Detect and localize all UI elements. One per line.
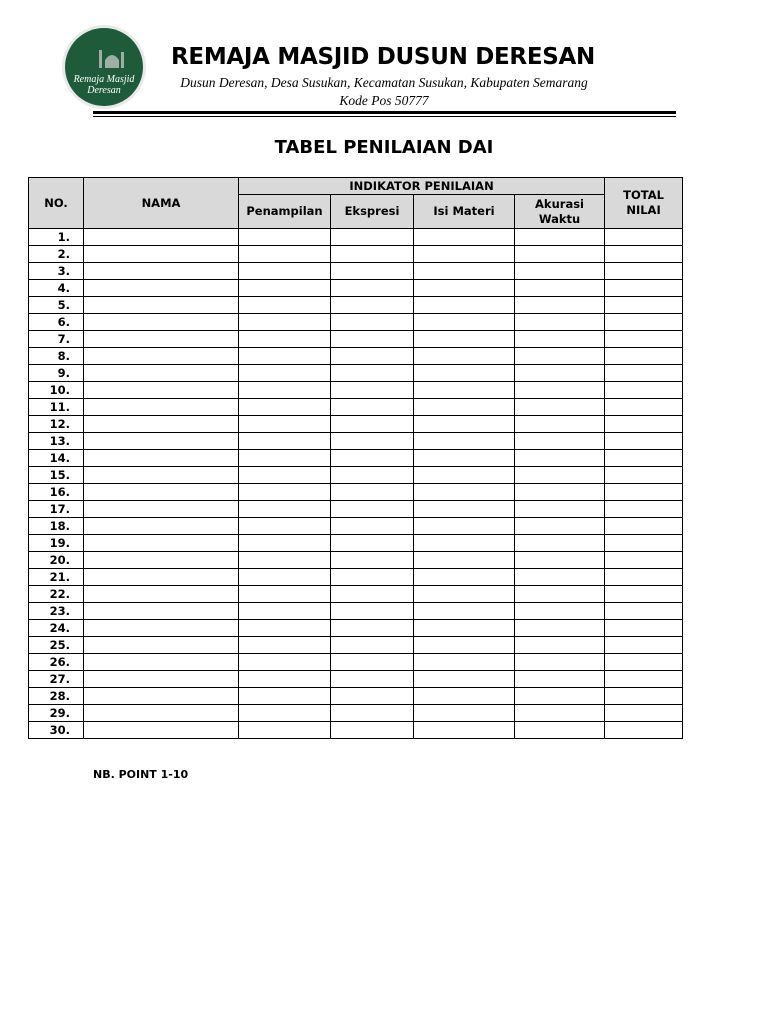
akurasi-waktu-cell[interactable] — [515, 280, 605, 297]
ekspresi-cell[interactable] — [331, 382, 414, 399]
name-cell[interactable] — [84, 518, 239, 535]
penampilan-cell[interactable] — [239, 365, 331, 382]
table-row — [29, 229, 683, 246]
row-number: 30. — [29, 722, 84, 739]
name-cell[interactable] — [84, 416, 239, 433]
penampilan-cell[interactable] — [239, 280, 331, 297]
isi-materi-cell[interactable] — [414, 705, 515, 722]
akurasi-waktu-cell[interactable] — [515, 297, 605, 314]
isi-materi-cell[interactable] — [414, 348, 515, 365]
organization-name: REMAJA MASJID DUSUN DERESAN — [171, 44, 595, 70]
penampilan-cell[interactable] — [239, 688, 331, 705]
akurasi-waktu-cell[interactable] — [515, 688, 605, 705]
akurasi-waktu-cell[interactable] — [515, 246, 605, 263]
ekspresi-cell[interactable] — [331, 637, 414, 654]
name-cell[interactable] — [84, 399, 239, 416]
name-cell[interactable] — [84, 450, 239, 467]
akurasi-waktu-cell[interactable] — [515, 569, 605, 586]
total-nilai-cell[interactable] — [605, 246, 683, 263]
akurasi-waktu-cell[interactable] — [515, 603, 605, 620]
row-number: 28. — [29, 688, 84, 705]
isi-materi-cell[interactable] — [414, 297, 515, 314]
isi-materi-cell[interactable] — [414, 365, 515, 382]
name-cell[interactable] — [84, 552, 239, 569]
column-group-indikator: INDIKATOR PENILAIAN — [239, 178, 605, 195]
row-number: 20. — [29, 552, 84, 569]
row-number: 11. — [29, 399, 84, 416]
table-row — [29, 637, 683, 654]
table-row — [29, 671, 683, 688]
isi-materi-cell[interactable] — [414, 722, 515, 739]
penampilan-cell[interactable] — [239, 246, 331, 263]
total-nilai-cell[interactable] — [605, 705, 683, 722]
column-header-akurasi-waktu — [515, 195, 605, 229]
organization-address: Dusun Deresan, Desa Susukan, Kecamatan Susukan, Kabupaten Semarang — [180, 75, 588, 90]
row-number: 21. — [29, 569, 84, 586]
name-cell[interactable] — [84, 314, 239, 331]
total-nilai-cell[interactable] — [605, 688, 683, 705]
penampilan-cell[interactable] — [239, 416, 331, 433]
penampilan-cell[interactable] — [239, 569, 331, 586]
row-number: 19. — [29, 535, 84, 552]
isi-materi-cell[interactable] — [414, 467, 515, 484]
akurasi-waktu-cell[interactable] — [515, 535, 605, 552]
table-row — [29, 280, 683, 297]
total-nilai-cell[interactable] — [605, 416, 683, 433]
table-row — [29, 620, 683, 637]
isi-materi-cell[interactable] — [414, 620, 515, 637]
column-header-nama: NAMA — [84, 178, 239, 229]
row-number: 23. — [29, 603, 84, 620]
ekspresi-cell[interactable] — [331, 467, 414, 484]
penampilan-cell[interactable] — [239, 348, 331, 365]
akurasi-waktu-cell[interactable] — [515, 501, 605, 518]
penampilan-cell[interactable] — [239, 586, 331, 603]
ekspresi-cell[interactable] — [331, 433, 414, 450]
table-row — [29, 314, 683, 331]
total-nilai-cell[interactable] — [605, 552, 683, 569]
isi-materi-cell[interactable] — [414, 569, 515, 586]
row-number: 5. — [29, 297, 84, 314]
isi-materi-cell[interactable] — [414, 552, 515, 569]
akurasi-waktu-cell[interactable] — [515, 484, 605, 501]
penampilan-cell[interactable] — [239, 399, 331, 416]
row-number: 1. — [29, 229, 84, 246]
ekspresi-cell[interactable] — [331, 348, 414, 365]
row-number: 6. — [29, 314, 84, 331]
isi-materi-cell[interactable] — [414, 263, 515, 280]
penampilan-cell[interactable] — [239, 501, 331, 518]
total-nilai-cell[interactable] — [605, 586, 683, 603]
akurasi-waktu-cell[interactable] — [515, 229, 605, 246]
isi-materi-cell[interactable] — [414, 518, 515, 535]
name-cell[interactable] — [84, 331, 239, 348]
header-divider-thick — [93, 111, 676, 114]
table-row — [29, 722, 683, 739]
row-number: 12. — [29, 416, 84, 433]
table-row — [29, 246, 683, 263]
row-number: 17. — [29, 501, 84, 518]
isi-materi-cell[interactable] — [414, 433, 515, 450]
ekspresi-cell[interactable] — [331, 671, 414, 688]
total-nilai-cell[interactable] — [605, 263, 683, 280]
akurasi-waktu-cell[interactable] — [515, 705, 605, 722]
ekspresi-cell[interactable] — [331, 314, 414, 331]
penampilan-cell[interactable] — [239, 433, 331, 450]
akurasi-waktu-cell[interactable] — [515, 433, 605, 450]
table-row — [29, 484, 683, 501]
total-nilai-cell[interactable] — [605, 365, 683, 382]
isi-materi-cell[interactable] — [414, 382, 515, 399]
table-row — [29, 467, 683, 484]
name-cell[interactable] — [84, 637, 239, 654]
row-number: 16. — [29, 484, 84, 501]
table-row — [29, 501, 683, 518]
column-header-total — [605, 178, 683, 229]
penampilan-cell[interactable] — [239, 331, 331, 348]
total-nilai-cell[interactable] — [605, 671, 683, 688]
ekspresi-cell[interactable] — [331, 722, 414, 739]
isi-materi-cell[interactable] — [414, 331, 515, 348]
penampilan-cell[interactable] — [239, 314, 331, 331]
name-cell[interactable] — [84, 382, 239, 399]
akurasi-waktu-cell[interactable] — [515, 365, 605, 382]
penampilan-cell[interactable] — [239, 603, 331, 620]
penampilan-cell[interactable] — [239, 450, 331, 467]
akurasi-waktu-cell[interactable] — [515, 331, 605, 348]
name-cell[interactable] — [84, 263, 239, 280]
ekspresi-cell[interactable] — [331, 552, 414, 569]
row-number: 15. — [29, 467, 84, 484]
isi-materi-cell[interactable] — [414, 501, 515, 518]
penampilan-cell[interactable] — [239, 637, 331, 654]
penampilan-cell[interactable] — [239, 671, 331, 688]
table-row — [29, 365, 683, 382]
table-row — [29, 535, 683, 552]
akurasi-waktu-cell[interactable] — [515, 552, 605, 569]
penampilan-cell[interactable] — [239, 535, 331, 552]
row-number: 4. — [29, 280, 84, 297]
penampilan-cell[interactable] — [239, 722, 331, 739]
isi-materi-cell[interactable] — [414, 229, 515, 246]
ekspresi-cell[interactable] — [331, 569, 414, 586]
total-nilai-cell[interactable] — [605, 297, 683, 314]
akurasi-waktu-cell[interactable] — [515, 586, 605, 603]
ekspresi-cell[interactable] — [331, 705, 414, 722]
total-nilai-cell[interactable] — [605, 501, 683, 518]
ekspresi-cell[interactable] — [331, 535, 414, 552]
isi-materi-cell[interactable] — [414, 484, 515, 501]
total-nilai-cell[interactable] — [605, 467, 683, 484]
table-row — [29, 263, 683, 280]
ekspresi-cell[interactable] — [331, 280, 414, 297]
akurasi-waktu-cell[interactable] — [515, 450, 605, 467]
row-number: 10. — [29, 382, 84, 399]
ekspresi-cell[interactable] — [331, 450, 414, 467]
akurasi-waktu-cell[interactable] — [515, 416, 605, 433]
isi-materi-cell[interactable] — [414, 654, 515, 671]
row-number: 7. — [29, 331, 84, 348]
akurasi-waktu-cell[interactable] — [515, 722, 605, 739]
akurasi-waktu-cell[interactable] — [515, 654, 605, 671]
column-header-ekspresi: Ekspresi — [331, 195, 414, 229]
ekspresi-cell[interactable] — [331, 229, 414, 246]
penampilan-cell[interactable] — [239, 297, 331, 314]
name-cell[interactable] — [84, 705, 239, 722]
table-row — [29, 433, 683, 450]
ekspresi-cell[interactable] — [331, 263, 414, 280]
total-nilai-cell[interactable] — [605, 484, 683, 501]
name-cell[interactable] — [84, 229, 239, 246]
name-cell[interactable] — [84, 280, 239, 297]
akurasi-waktu-cell[interactable] — [515, 637, 605, 654]
akurasi-waktu-cell[interactable] — [515, 671, 605, 688]
table-row — [29, 586, 683, 603]
row-number: 13. — [29, 433, 84, 450]
ekspresi-cell[interactable] — [331, 365, 414, 382]
name-cell[interactable] — [84, 569, 239, 586]
ekspresi-cell[interactable] — [331, 654, 414, 671]
total-nilai-cell[interactable] — [605, 399, 683, 416]
ekspresi-cell[interactable] — [331, 331, 414, 348]
ekspresi-cell[interactable] — [331, 416, 414, 433]
total-nilai-cell[interactable] — [605, 229, 683, 246]
akurasi-waktu-label: Akurasi Waktu — [535, 196, 584, 226]
akurasi-waktu-cell[interactable] — [515, 620, 605, 637]
isi-materi-cell[interactable] — [414, 280, 515, 297]
isi-materi-cell[interactable] — [414, 637, 515, 654]
name-cell[interactable] — [84, 722, 239, 739]
table-row — [29, 416, 683, 433]
table-row — [29, 654, 683, 671]
table-row — [29, 331, 683, 348]
row-number: 25. — [29, 637, 84, 654]
name-cell[interactable] — [84, 671, 239, 688]
penampilan-cell[interactable] — [239, 382, 331, 399]
organization-logo — [59, 24, 149, 110]
isi-materi-cell[interactable] — [414, 416, 515, 433]
total-nilai-cell[interactable] — [605, 535, 683, 552]
organization-postcode: Kode Pos 50777 — [339, 93, 429, 108]
ekspresi-cell[interactable] — [331, 603, 414, 620]
name-cell[interactable] — [84, 484, 239, 501]
table-row — [29, 688, 683, 705]
total-nilai-cell[interactable] — [605, 654, 683, 671]
total-nilai-cell[interactable] — [605, 280, 683, 297]
logo-text-line2: Deresan — [87, 85, 121, 96]
table-body — [29, 229, 683, 739]
name-cell[interactable] — [84, 603, 239, 620]
name-cell[interactable] — [84, 501, 239, 518]
name-cell[interactable] — [84, 586, 239, 603]
column-header-penampilan: Penampilan — [239, 195, 331, 229]
isi-materi-cell[interactable] — [414, 586, 515, 603]
ekspresi-cell[interactable] — [331, 297, 414, 314]
total-nilai-cell[interactable] — [605, 331, 683, 348]
penampilan-cell[interactable] — [239, 654, 331, 671]
penampilan-cell[interactable] — [239, 467, 331, 484]
row-number: 2. — [29, 246, 84, 263]
name-cell[interactable] — [84, 297, 239, 314]
table-row — [29, 569, 683, 586]
row-number: 9. — [29, 365, 84, 382]
total-nilai-cell[interactable] — [605, 518, 683, 535]
row-number: 24. — [29, 620, 84, 637]
table-row — [29, 450, 683, 467]
footnote: NB. POINT 1-10 — [93, 768, 189, 781]
akurasi-waktu-cell[interactable] — [515, 467, 605, 484]
header-divider-thin — [93, 116, 676, 117]
assessment-table — [28, 177, 683, 739]
penampilan-cell[interactable] — [239, 705, 331, 722]
table-row — [29, 518, 683, 535]
total-nilai-cell[interactable] — [605, 569, 683, 586]
row-number: 26. — [29, 654, 84, 671]
name-cell[interactable] — [84, 688, 239, 705]
table-row — [29, 348, 683, 365]
akurasi-waktu-cell[interactable] — [515, 348, 605, 365]
total-nilai-cell[interactable] — [605, 620, 683, 637]
name-cell[interactable] — [84, 348, 239, 365]
mosque-logo-icon — [59, 24, 149, 110]
row-number: 3. — [29, 263, 84, 280]
logo-text-line1: Remaja Masjid — [73, 74, 135, 85]
name-cell[interactable] — [84, 620, 239, 637]
table-row — [29, 382, 683, 399]
name-cell[interactable] — [84, 654, 239, 671]
isi-materi-cell[interactable] — [414, 688, 515, 705]
isi-materi-cell[interactable] — [414, 314, 515, 331]
table-row — [29, 297, 683, 314]
total-nilai-cell[interactable] — [605, 722, 683, 739]
isi-materi-cell[interactable] — [414, 246, 515, 263]
document-title: TABEL PENILAIAN DAI — [274, 137, 494, 158]
column-header-no: NO. — [29, 178, 84, 229]
penampilan-cell[interactable] — [239, 518, 331, 535]
penampilan-cell[interactable] — [239, 620, 331, 637]
isi-materi-cell[interactable] — [414, 450, 515, 467]
name-cell[interactable] — [84, 535, 239, 552]
total-nilai-cell[interactable] — [605, 603, 683, 620]
penampilan-cell[interactable] — [239, 229, 331, 246]
ekspresi-cell[interactable] — [331, 688, 414, 705]
isi-materi-cell[interactable] — [414, 603, 515, 620]
ekspresi-cell[interactable] — [331, 246, 414, 263]
name-cell[interactable] — [84, 246, 239, 263]
penampilan-cell[interactable] — [239, 552, 331, 569]
row-number: 27. — [29, 671, 84, 688]
row-number: 22. — [29, 586, 84, 603]
table-row — [29, 603, 683, 620]
total-nilai-label: TOTAL NILAI — [623, 188, 664, 217]
row-number: 18. — [29, 518, 84, 535]
akurasi-waktu-cell[interactable] — [515, 263, 605, 280]
akurasi-waktu-cell[interactable] — [515, 518, 605, 535]
name-cell[interactable] — [84, 433, 239, 450]
isi-materi-cell[interactable] — [414, 671, 515, 688]
table-row — [29, 705, 683, 722]
ekspresi-cell[interactable] — [331, 620, 414, 637]
table-row — [29, 399, 683, 416]
total-nilai-cell[interactable] — [605, 637, 683, 654]
ekspresi-cell[interactable] — [331, 518, 414, 535]
ekspresi-cell[interactable] — [331, 484, 414, 501]
total-nilai-cell[interactable] — [605, 382, 683, 399]
ekspresi-cell[interactable] — [331, 501, 414, 518]
total-nilai-cell[interactable] — [605, 450, 683, 467]
isi-materi-cell[interactable] — [414, 399, 515, 416]
penampilan-cell[interactable] — [239, 484, 331, 501]
ekspresi-cell[interactable] — [331, 586, 414, 603]
name-cell[interactable] — [84, 467, 239, 484]
row-number: 14. — [29, 450, 84, 467]
column-header-isi-materi: Isi Materi — [414, 195, 515, 229]
penampilan-cell[interactable] — [239, 263, 331, 280]
row-number: 8. — [29, 348, 84, 365]
row-number: 29. — [29, 705, 84, 722]
total-nilai-cell[interactable] — [605, 314, 683, 331]
akurasi-waktu-cell[interactable] — [515, 399, 605, 416]
table-row — [29, 552, 683, 569]
akurasi-waktu-cell[interactable] — [515, 314, 605, 331]
name-cell[interactable] — [84, 365, 239, 382]
total-nilai-cell[interactable] — [605, 433, 683, 450]
total-nilai-cell[interactable] — [605, 348, 683, 365]
isi-materi-cell[interactable] — [414, 535, 515, 552]
akurasi-waktu-cell[interactable] — [515, 382, 605, 399]
ekspresi-cell[interactable] — [331, 399, 414, 416]
